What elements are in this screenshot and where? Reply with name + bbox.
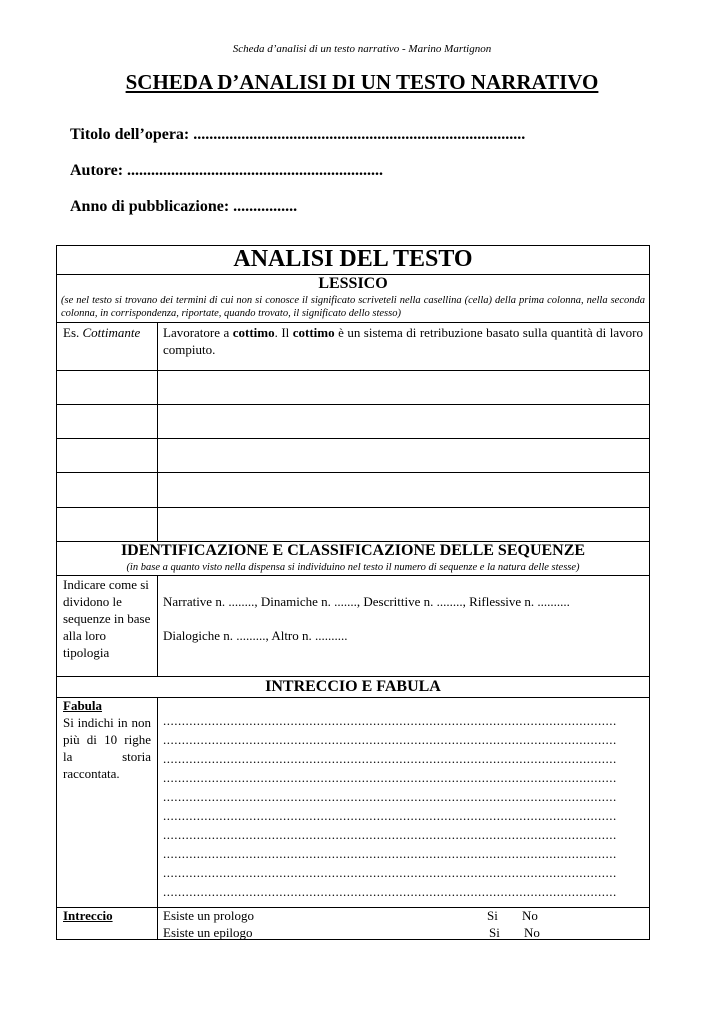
- lessico-definition-cell[interactable]: [158, 405, 650, 438]
- sequenze-title: IDENTIFICAZIONE E CLASSIFICAZIONE DELLE SEQUENZE: [120, 542, 586, 559]
- fabula-label: Fabula: [63, 698, 103, 713]
- column-divider: [157, 575, 158, 676]
- document-title: SCHEDA D’ANALISI DI UN TESTO NARRATIVO: [125, 70, 599, 94]
- sequenze-line-2[interactable]: Dialogiche n. ........., Altro n. ..........: [163, 628, 348, 643]
- lessico-definition-cell[interactable]: [158, 439, 650, 472]
- analysis-title: ANALISI DEL TESTO: [233, 246, 473, 272]
- field-titolo-opera[interactable]: Titolo dell’opera: ...................................................................................: [70, 126, 526, 143]
- epilogo-no[interactable]: No: [524, 925, 540, 940]
- epilogo-question: Esiste un epilogo: [163, 925, 253, 940]
- intreccio-label: Intreccio: [63, 908, 113, 923]
- fabula-line[interactable]: .........................................................................................................................: [163, 770, 617, 785]
- prologo-question: Esiste un prologo: [163, 908, 254, 923]
- lessico-term-cell[interactable]: [57, 473, 157, 506]
- lessico-term-cell[interactable]: [57, 371, 157, 404]
- lessico-title: LESSICO: [318, 275, 388, 292]
- fabula-line[interactable]: .........................................................................................................................: [163, 751, 617, 766]
- lessico-term-cell[interactable]: [57, 405, 157, 438]
- analysis-table: [56, 245, 650, 940]
- fabula-instructions: Si indichi in non più di 10 righe la storia raccontata.: [63, 715, 151, 781]
- divider: [57, 676, 649, 677]
- divider: [57, 697, 649, 698]
- lessico-term-cell[interactable]: [57, 508, 157, 541]
- field-autore[interactable]: Autore: ................................................................: [70, 162, 384, 179]
- fabula-line[interactable]: .........................................................................................................................: [163, 713, 617, 728]
- sequenze-note: (in base a quanto visto nella dispensa si individuino nel testo il numero di sequenze e la natura delle stesse): [126, 562, 580, 573]
- lessico-definition-cell[interactable]: [158, 473, 650, 506]
- fabula-line[interactable]: .........................................................................................................................: [163, 808, 617, 823]
- divider: [57, 322, 649, 323]
- fabula-line[interactable]: .........................................................................................................................: [163, 884, 617, 899]
- field-anno-pubblicazione[interactable]: Anno di pubblicazione: ................: [70, 198, 298, 215]
- fabula-line[interactable]: .........................................................................................................................: [163, 846, 617, 861]
- fabula-line[interactable]: .........................................................................................................................: [163, 732, 617, 747]
- epilogo-si[interactable]: Si: [489, 925, 500, 940]
- lessico-definition-cell[interactable]: [158, 371, 650, 404]
- column-divider: [157, 697, 158, 940]
- lessico-example-term: Es. Cottimante: [63, 325, 141, 340]
- prologo-no[interactable]: No: [522, 908, 538, 923]
- intreccio-fabula-title: INTRECCIO E FABULA: [265, 678, 441, 695]
- fabula-line[interactable]: .........................................................................................................................: [163, 865, 617, 880]
- prologo-si[interactable]: Si: [487, 908, 498, 923]
- divider: [57, 907, 649, 908]
- fabula-line[interactable]: .........................................................................................................................: [163, 789, 617, 804]
- sequenze-label: Indicare come si dividono le sequenze in base alla loro tipologia: [63, 577, 151, 660]
- header-note: Scheda d’analisi di un testo narrativo - Marino Martignon: [232, 43, 492, 55]
- sequenze-line-1[interactable]: Narrative n. ........, Dinamiche n. ......., Descrittive n. ........, Riflessive n. ..........: [163, 594, 570, 609]
- lessico-definition-cell[interactable]: [158, 508, 650, 541]
- fabula-line[interactable]: .........................................................................................................................: [163, 827, 617, 842]
- lessico-term-cell[interactable]: [57, 439, 157, 472]
- lessico-note: (se nel testo si trovano dei termini di cui non si conosce il significato scriveteli nella casellina (cella) della prima colonna, nella seconda colonna, in corrispondenza, riportate, quando trovato, il significato dello stesso): [61, 295, 645, 319]
- lessico-example-definition: Lavoratore a cottimo. Il cottimo è un sistema di retribuzione basato sulla quantità di lavoro compiuto.: [163, 325, 643, 357]
